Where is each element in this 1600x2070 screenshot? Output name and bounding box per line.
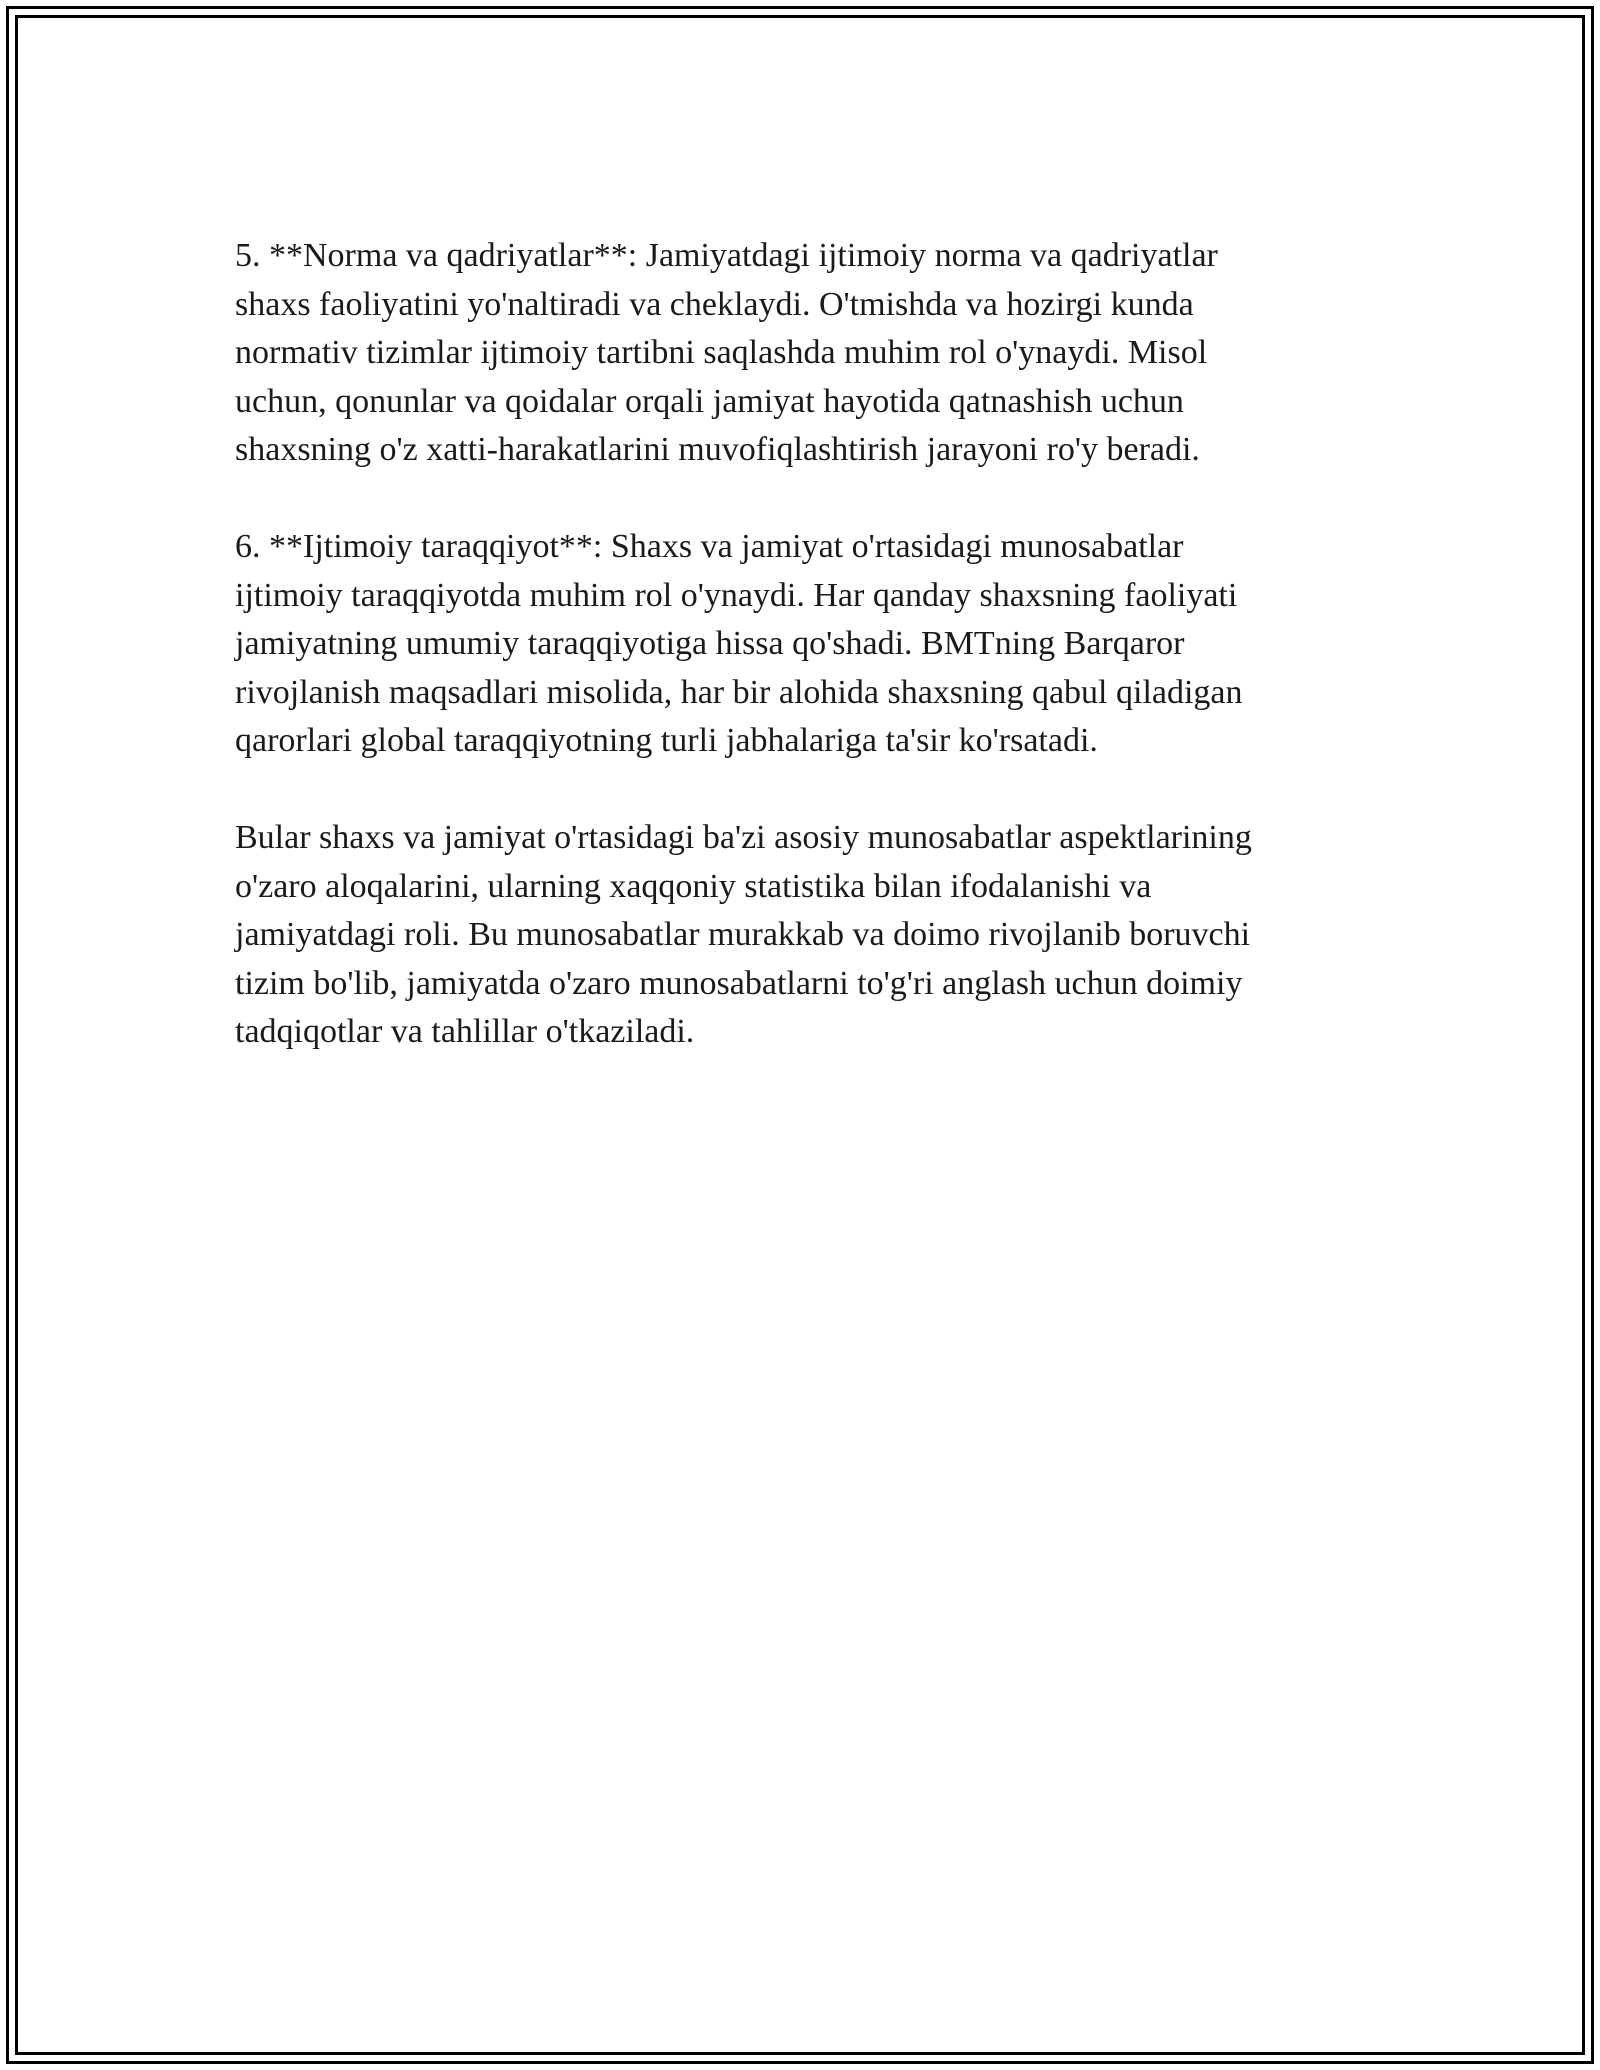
text-line: jamiyatdagi roli. Bu munosabatlar murakkab va doimo rivojlanib boruvchi bbox=[235, 916, 1251, 953]
text-line: rivojlanish maqsadlari misolida, har bir alohida shaxsning qabul qiladigan bbox=[235, 673, 1243, 711]
text-line: jamiyatning umumiy taraqqiyotiga hissa qo'shadi. BMTning Barqaror bbox=[235, 625, 1185, 662]
text-line: tadqiqotlar va tahlillar o'tkaziladi. bbox=[235, 1013, 695, 1050]
text-line: o'zaro aloqalarini, ularning xaqqoniy statistika bilan ifodalanishi va bbox=[235, 867, 1152, 905]
text-line: shaxsning o'z xatti-harakatlarini muvofiqlashtirish jarayoni ro'y beradi. bbox=[235, 431, 1200, 468]
text-line: normativ tizimlar ijtimoiy tartibni saqlashda muhim rol o'ynaydi. Misol bbox=[235, 334, 1208, 371]
text-line: 5. **Norma va qadriyatlar**: Jamiyatdagi ijtimoiy norma va qadriyatlar bbox=[235, 237, 1218, 274]
paragraph-norma-va-qadriyatlar bbox=[235, 232, 1385, 475]
text-line: shaxs faoliyatini yo'naltiradi va cheklaydi. O'tmishda va hozirgi kunda bbox=[235, 285, 1194, 323]
document-body bbox=[235, 232, 1385, 1105]
text-line: qarorlari global taraqqiyotning turli jabhalariga ta'sir ko'rsatadi. bbox=[235, 722, 1098, 759]
text-line: tizim bo'lib, jamiyatda o'zaro munosabatlarni to'g'ri anglash uchun doimiy bbox=[235, 964, 1243, 1002]
text-line: Bular shaxs va jamiyat o'rtasidagi ba'zi asosiy munosabatlar aspektlarining bbox=[235, 819, 1252, 856]
paragraph-conclusion bbox=[235, 814, 1385, 1057]
text-line: 6. **Ijtimoiy taraqqiyot**: Shaxs va jamiyat o'rtasidagi munosabatlar bbox=[235, 528, 1184, 565]
text-line: ijtimoiy taraqqiyotda muhim rol o'ynaydi. Har qanday shaxsning faoliyati bbox=[235, 576, 1238, 614]
paragraph-ijtimoiy-taraqqiyot bbox=[235, 523, 1385, 766]
text-line: uchun, qonunlar va qoidalar orqali jamiyat hayotida qatnashish uchun bbox=[235, 382, 1184, 420]
